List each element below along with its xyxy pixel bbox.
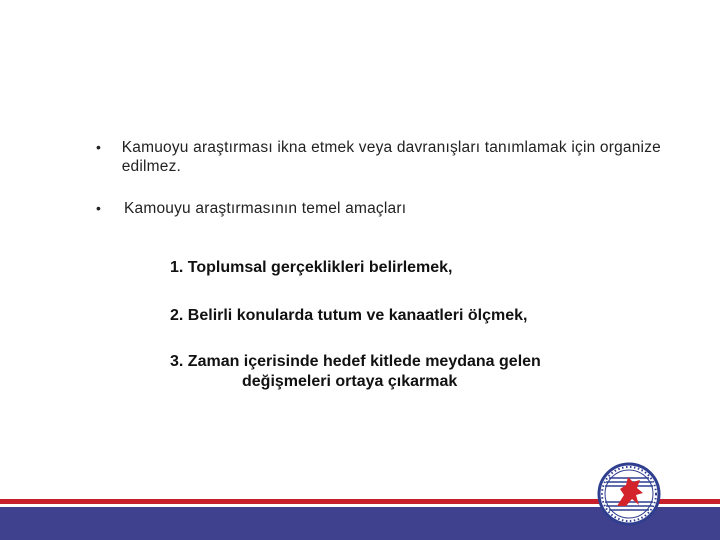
bullet-text: Kamouyu araştırmasının temel amaçları xyxy=(124,200,407,217)
bullet-item-1 xyxy=(96,138,676,176)
numbered-item-text: 1. Toplumsal gerçeklikleri belirlemek, xyxy=(170,259,453,276)
bullet-marker: • xyxy=(96,139,101,155)
bullet-item-2 xyxy=(96,199,676,218)
university-seal-icon xyxy=(597,462,661,526)
numbered-item-continuation: değişmeleri ortaya çıkarmak xyxy=(242,373,458,390)
numbered-item-text: 2. Belirli konularda tutum ve kanaatleri ölçmek, xyxy=(170,307,528,324)
numbered-item-text: 3. Zaman içerisinde hedef kitlede meydana gelen xyxy=(170,353,541,370)
bullet-marker: • xyxy=(96,200,101,216)
numbered-item-2 xyxy=(170,306,630,326)
numbered-item-3 xyxy=(170,352,630,392)
bullet-text: Kamuoyu araştırması ikna etmek veya davranışları tanımlamak için organize edilmez. xyxy=(121,139,661,175)
numbered-item-1 xyxy=(170,258,630,278)
